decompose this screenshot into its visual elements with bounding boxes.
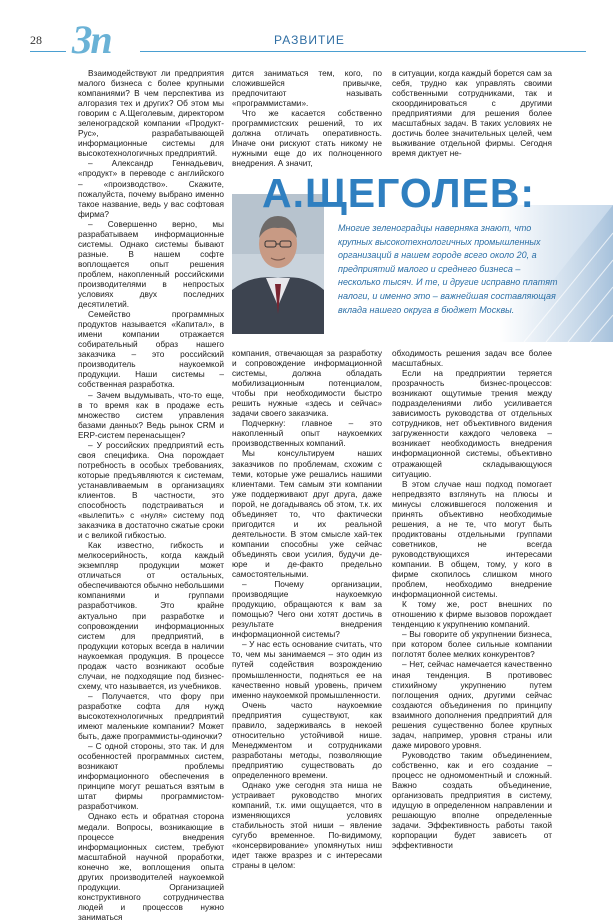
- paragraph: В этом случае наш подход помогает непредвзято взглянуть на плюсы и минусы сложившегося положения и принять объективно необходимые решения, а не те, что могут быть продиктованы отдельными группами советников, не всегда руководствующихся интересами компании. В общем, тому, у кого в фирме скопилось слишком много проблем, необходимо внедрение информационной системы.: [392, 478, 552, 600]
- paragraph: компания, отвечающая за разработку и сопровождение информационной системы, должна обладать мобилизационным потенциалом, чтобы при необходимости быстро решить нужные «здесь и сейчас» задачи своего заказчика.: [232, 348, 382, 419]
- paragraph: – Александр Геннадьевич, «продукт» в переводе с английского – «производство». Скажите, пожалуйста, почему выбрано именно такое название, ведь у вас софтовая фирма?: [78, 158, 224, 219]
- paragraph: Взаимодействуют ли предприятия малого бизнеса с более крупными компаниями? В чем перспектива из алгоразия тех и других? Об этом мы говорим с А.Щеголевым, директором зеленоградской компании «Продукт-Рус», разрабатывающей информационные системы для высокотехнологичных предприятий.: [78, 68, 224, 159]
- paragraph: Как известно, гибкость и мелкосерийность, когда каждый экземпляр продукции может отличаться от остальных, обеспечиваются обычно небольшими компаниями и группами разработчиков. Это крайне актуально при разработке и сопровождении информационных систем для предприятий, в продукции которых всегда в наличии наукоемкая продукция. В процессе продаж часто возникают особые случаи, не подходящие под бизнес-схему, что называется, из учебников.: [78, 540, 224, 691]
- paragraph: – С одной стороны, это так. И для особенностей программных систем, возникают проблемы информационного обеспечения в принципе могут решаться взятым в штат фирмы программистом-разработчиком.: [78, 741, 224, 812]
- paragraph: Подчеркну: главное – это накопленный опыт наукоемких производственных компаний.: [232, 418, 382, 449]
- headline: А.ЩЕГОЛЕВ:: [262, 170, 536, 216]
- logo-text: Зп: [72, 17, 111, 62]
- article-column-3-bottom: [392, 348, 552, 850]
- paragraph: – Почему организации, производящие наукоемкую продукцию, обращаются к вам за помощью? Чего они хотят достичь в результате внедрения информационной системы?: [232, 579, 382, 640]
- paragraph: Однако есть и обратная сторона медали. Вопросы, возникающие в процессе внедрения информационных систем, требуют масштабной научной проработки, конечно же, воплощения опыта других производителей наукоемкой продукции. Организацией конструктивного сотрудничества людей и процессов нужно заниматься: [78, 811, 224, 922]
- paragraph: – Получается, что фору при разработке софта для нужд высокотехнологичных предприятий имеют маленькие компании? Может быть, даже программисты-одиночки?: [78, 690, 224, 742]
- header-rule-left: [30, 51, 66, 52]
- paragraph: – Зачем выдумывать, что-то еще, в то время как в продаже есть множество систем управления базами данных? Ведь рынок CRM и ERP-систем перенасыщен?: [78, 389, 224, 440]
- header-rule: [140, 51, 586, 52]
- paragraph: Однако уже сегодня эта ниша не устраивает руководство многих компаний, т.к. ими ощущается, что в изменяющихся условиях стабильность этой ниши – явление сугубо временное. По-видимому, «консервирование» упомянутых ниш идет также вразрез и с интересами страны в целом:: [232, 780, 382, 871]
- article-column-3-top: [392, 68, 552, 184]
- page-number: 28: [30, 33, 42, 47]
- paragraph: Очень часто наукоемкие предприятия существуют, как правило, задерживаясь в некоей относительно устойчивой нише. Менеджментом и сотрудниками разработаны методы, позволяющие предприятию существовать до определенного времени.: [232, 699, 382, 780]
- paragraph: Мы консультируем наших заказчиков по проблемам, схожим с теми, которые уже решались нашими клиентами. Тем самым эти компании уже поддерживают друг друга, даже порой, не догадываясь об этом, т.к. их объединяет то, что фактически пригодится и их реальной деятельности. В этом смысле хай-тек компании способны уже сейчас объединять свои усилия, будучи де-юре и де-факто предельно самостоятельными.: [232, 448, 382, 580]
- paragraph: К тому же, рост внешних по отношению к фирме вызовов порождает тенденцию к укрупнению компаний.: [392, 599, 552, 630]
- article-column-2-top: [232, 68, 382, 184]
- lead-paragraph: Многие зеленоградцы наверняка знают, что крупных высокотехнологичных промышленных организаций в нашем городе всего около 20, а предприятий малого и среднего бизнеса – несколько тысяч. И те, и другие исправно платят налоги, и именно это – важнейшая составляющая вклада нашего округа в бюджет Москвы.: [338, 223, 558, 315]
- article-column-1: [78, 68, 224, 922]
- section-title: РАЗВИТИЕ: [274, 33, 345, 47]
- paragraph: Если на предприятии теряется прозрачность бизнес-процессов: возникают ощутимые трения между подразделениями либо усиливается зависимость руководства от отдельных сотрудников, нет объективного видения загруженности каждого человека – возникает необходимость внедрения информационной системы, объективно отражающей складывающуюся ситуацию.: [392, 368, 552, 479]
- paragraph: дится заниматься тем, кого, по сложившейся привычке, предпочитают называть «программистами».: [232, 68, 382, 109]
- paragraph: – Совершенно верно, мы разрабатываем информационные системы. Однако системы бывают разные. В нашем софте воплощается опыт решения проблем, накопленный российскими производителями в непростых условиях двух последних десятилетий.: [78, 218, 224, 310]
- paragraph: Руководство таким объединением, собственно, как и его создание – процесс не одномоментный и сложный. Важно создать объединение, организовать предприятия в систему, идущую в определенном направлении и решающую вполне определенные задачи. Эффективность работы такой корпорации будет зависеть от эффективности: [392, 749, 552, 851]
- paragraph: Что же касается собственно программистских решений, то их должна отличать оперативность. Иначе они рискуют стать никому не нужными еще до их полноценного внедрения. А значит,: [232, 108, 382, 169]
- paragraph: – Вы говорите об укрупнении бизнеса, при котором более сильные компании поглотят более мелких конкурентов?: [392, 629, 552, 660]
- article-column-2-bottom: [232, 348, 382, 871]
- paragraph: обходимость решения задач все более масштабных.: [392, 348, 552, 369]
- paragraph: – У российских предприятий есть своя специфика. Она порождает потребность в особых требованиях, которые предъявляются к системам, устанавливаемым в организациях клиентов. В частности, это способность подстраиваться и «вылепить» с «нуля» систему под заказчика в достаточно сжатые сроки и с великой гибкостью.: [78, 439, 224, 541]
- paragraph: – У нас есть основание считать, что то, чем мы занимаемся – это один из путей содействия возрождению промышленности, подняться ее на качественно новый уровень, причем именно наукоемкой промышленности.: [232, 639, 382, 700]
- paragraph: Семейство программных продуктов называется «Капитал», в имени компании отражается собирательный образ нашего заказчика – это российский производитель наукоемкой продукции. Наши системы – собственная разработка.: [78, 309, 224, 390]
- paragraph: в ситуации, когда каждый борется сам за себя, трудно как управлять своими собственными сотрудниками, так и скоординироваться с другими предприятиями для решения более масштабных задач. В таких условиях не достичь более значительных целей, чем выживание отдельной фирмы. Сегодня время диктует не-: [392, 68, 552, 159]
- magazine-logo: [68, 18, 132, 66]
- paragraph: – Нет, сейчас намечается качественно иная тенденция. В противовес стихийному укрупнению путем поглощения одних, другими сейчас создаются объединения по принципу взаимного дополнения предприятий для решения существенно более крупных задач, например, уровня страны или даже мирового уровня.: [392, 659, 552, 750]
